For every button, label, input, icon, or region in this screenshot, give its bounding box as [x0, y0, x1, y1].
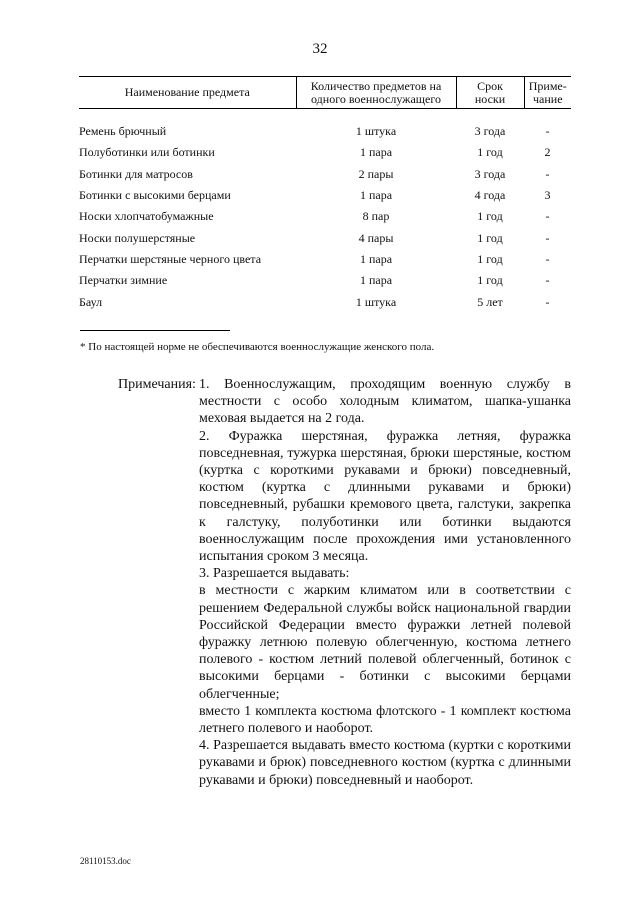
footnote-divider	[80, 330, 230, 331]
note-item-4: 4. Разрешается выдавать вместо костюма (куртки с короткими рукавами и брюк) повседневного костюм (куртка с длинными рукавами и брюки) повседневный и наоборот.	[199, 738, 571, 788]
page-number: 32	[312, 41, 328, 57]
note-item-3: 3. Разрешается выдавать:	[199, 566, 350, 582]
table-row: Ботинки для матросов 2 пары 3 года -	[79, 166, 550, 181]
table-row: Ремень брючный 1 штука 3 года -	[79, 124, 550, 139]
table-row: Ботинки с высокими берцами 1 пара 4 года 3	[79, 188, 551, 203]
note-item-3-text: в местности с жарким климатом или в соответствии с решением Федеральной службы войск национальной гвардии Российской Федерации вместо фуражки летней полевой фуражку летнюю полевую облегченную, костюма летнего полевого - костюм летний полевой облегченный, ботинок с высокими берцами - ботинки с высокими берцами облегченные;	[199, 583, 571, 702]
table-header-row	[79, 77, 571, 109]
note-item-3-extra: вместо 1 комплекта костюма флотского - 1 комплект костюма летнего полевого и наоборот.	[199, 703, 571, 737]
table-row: Носки полушерстяные 4 пары 1 год -	[79, 230, 550, 245]
note-item-2: 2. Фуражка шерстяная, фуражка летняя, фуражка повседневная, тужурка шерстяная, брюки шерстяные, костюм (куртка с короткими рукавами и брюки) повседневный, костюм (куртка с длинными рукавами и брюки) повседневный, рубашки кремового цвета, галстуки, закрепка к галстуку, полуботинки или ботинки выдаются военнослужащим после прохождения ими установленного испытания сроком 3 месяца.	[199, 428, 571, 565]
header-name: Наименование предмета	[79, 77, 296, 109]
norm-table	[79, 76, 571, 313]
notes-label: Примечания:	[118, 377, 196, 392]
note-item-1: 1. Военнослужащим, проходящим военную службу в местности с особо холодным климатом, шапка-ушанка меховая выдается на 2 года.	[199, 377, 571, 427]
table-row: Баул 1 штука 5 лет -	[79, 294, 550, 309]
footnote: * По настоящей норме не обеспечиваются военнослужащие женского пола.	[80, 341, 435, 353]
notes-body	[199, 376, 571, 789]
document-id: 28110153.doc	[80, 856, 131, 866]
table-row: Перчатки зимние 1 пара 1 год -	[79, 273, 550, 288]
header-note: Приме- чание	[524, 77, 571, 109]
table-row: Полуботинки или ботинки 1 пара 1 год 2	[79, 145, 551, 160]
table-row: Носки хлопчатобумажные 8 пар 1 год -	[79, 209, 550, 224]
header-term: Срок носки	[456, 77, 524, 109]
header-quantity: Количество предметов на одного военнослужащего	[296, 77, 456, 109]
table-row: Перчатки шерстяные черного цвета 1 пара 1 год -	[79, 251, 550, 266]
